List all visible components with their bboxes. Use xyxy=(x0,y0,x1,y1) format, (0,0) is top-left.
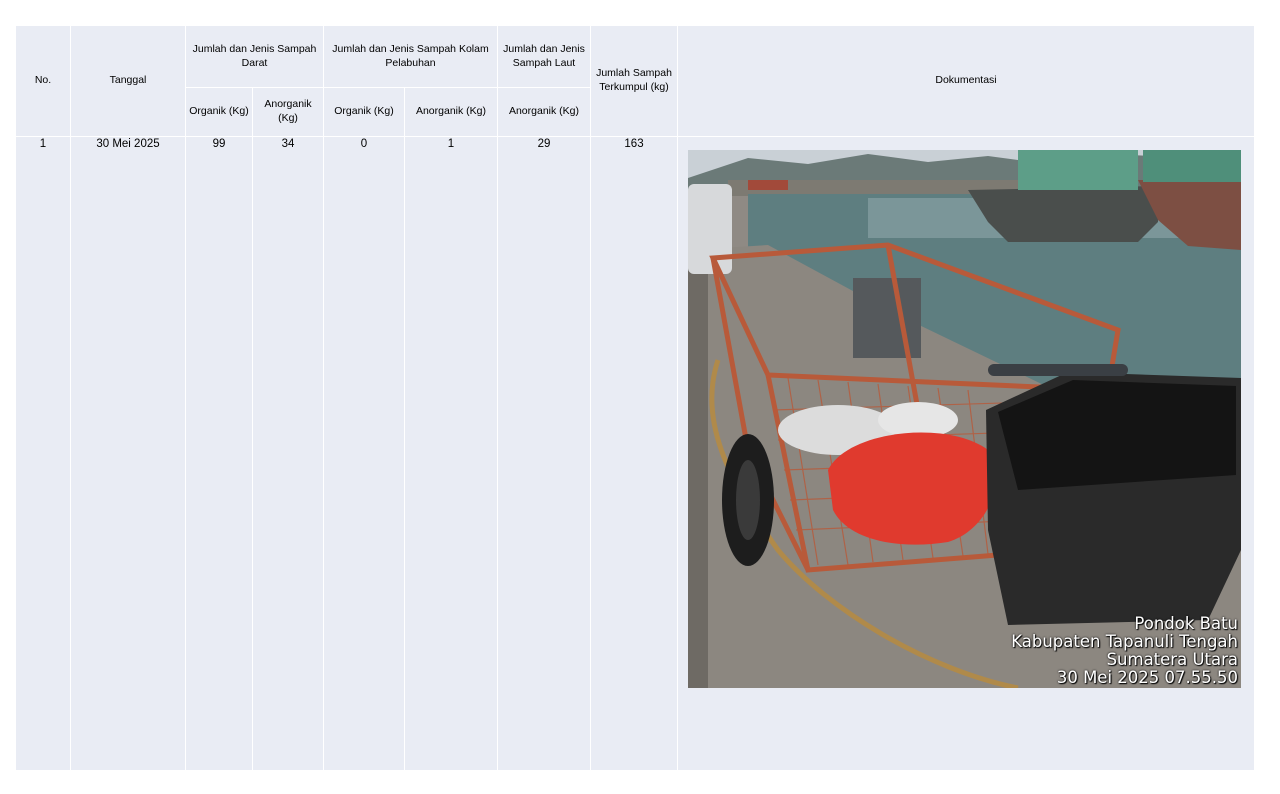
header-dokumentasi: Dokumentasi xyxy=(678,26,1255,137)
stamp-location: Pondok Batu xyxy=(1134,614,1238,633)
cell-laut-anorganik: 29 xyxy=(498,137,591,771)
header-sampah-laut: Jumlah dan Jenis Sampah Laut xyxy=(498,26,591,88)
harbour-scene xyxy=(688,150,1241,688)
cell-dokumentasi xyxy=(678,137,1255,771)
header-laut-anorganik: Anorganik (Kg) xyxy=(498,88,591,137)
header-darat-anorganik: Anorganik (Kg) xyxy=(253,88,324,137)
header-sampah-darat: Jumlah dan Jenis Sampah Darat xyxy=(186,26,324,88)
cell-darat-organik: 99 xyxy=(186,137,253,771)
header-darat-organik: Organik (Kg) xyxy=(186,88,253,137)
documentation-photo xyxy=(688,150,1241,688)
header-sampah-kolam-pelabuhan: Jumlah dan Jenis Sampah Kolam Pelabuhan xyxy=(324,26,498,88)
header-jumlah-terkumpul: Jumlah Sampah Terkumpul (kg) xyxy=(591,26,678,137)
photo-timestamp-overlay xyxy=(1011,615,1238,687)
cell-no: 1 xyxy=(16,137,71,771)
stamp-province: Sumatera Utara xyxy=(1106,650,1238,669)
header-kolam-organik: Organik (Kg) xyxy=(324,88,405,137)
header-no: No. xyxy=(16,26,71,137)
cell-total: 163 xyxy=(591,137,678,771)
cell-kolam-organik: 0 xyxy=(324,137,405,771)
stamp-regency: Kabupaten Tapanuli Tengah xyxy=(1011,632,1238,651)
table-row xyxy=(16,137,1255,771)
cell-tanggal: 30 Mei 2025 xyxy=(71,137,186,771)
waste-report-table xyxy=(15,25,1255,771)
stamp-datetime: 30 Mei 2025 07.55.50 xyxy=(1056,668,1238,687)
header-kolam-anorganik: Anorganik (Kg) xyxy=(405,88,498,137)
header-tanggal: Tanggal xyxy=(71,26,186,137)
cell-darat-anorganik: 34 xyxy=(253,137,324,771)
cell-kolam-anorganik: 1 xyxy=(405,137,498,771)
